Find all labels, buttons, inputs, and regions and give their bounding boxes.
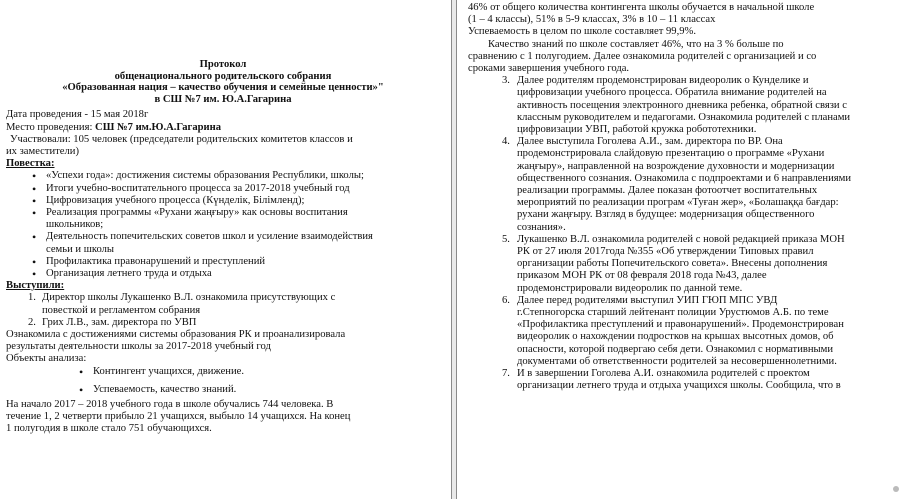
attended-line: Участвовали: 105 человек (председатели родительских комитетов классов и [10, 133, 353, 145]
agenda-item: • Организация летнего труда и отдыха [32, 268, 440, 280]
object-item: • Контингент учащихся, движение. [79, 366, 440, 378]
right-page [458, 0, 911, 499]
date-line: Дата проведения - 15 мая 2018г [6, 109, 149, 121]
numbered-item-3: 3. Далее родителям продемонстрирован видеоролик о Кунделике и цифровизации учебного процесса. Обратила внимание родителей на активность посещения электронного дневника ребенка, обратной связи с классным руководителем и педагогами. Ознакомила родителей с планами цифровизации УВП, работой кружка робототехники. [502, 75, 851, 136]
scroll-indicator[interactable] [893, 486, 899, 492]
right-text-line: сроками завершения учебного года. [468, 63, 630, 75]
right-text-line: сравнению с 1 полугодием. Далее ознакомила родителей с организацией и со [468, 50, 817, 62]
right-text-line: Качество знаний по школе составляет 46%, что на 3 % больше по [488, 38, 784, 50]
closing-paragraph: На начало 2017 – 2018 учебного года в школе обучались 744 человека. В течение 1, 2 четверти прибыло 21 учащихся, выбыло 14 учащихся. На конец 1 полугодия в школе стало 751 обучающихся. [6, 399, 351, 435]
numbered-item-4: 4. Далее выступила Гоголева А.И., зам. директора по ВР. Она продемонстрировала слайдовую презентацию о программе «Рухани жаңғыру», направленной на возрождение духовности и модернизации общественного сознания. Ознакомила с подпроектами и 6 направлениями реализации программы. Далее показан фотоотчет воспитательных мероприятий по реализации програм «Туған жер», «Болашаққа бағдар: рухани жаңғыру. Взгляд в будущее: модернизация общественного сознания». [502, 136, 852, 233]
agenda-item: • Итоги учебно-воспитательного процесса за 2017-2018 учебный год [32, 183, 440, 195]
objects-list [6, 366, 440, 396]
agenda-item: • «Успехи года»: достижения системы образования Республики, школы; [32, 170, 440, 182]
right-text-line: Успеваемость в целом по школе составляет 99,9%. [468, 26, 697, 38]
page-divider [451, 0, 457, 499]
speaker-item-2: 2. Грих Л.В., зам. директора по УВП [28, 316, 197, 328]
speaker-2-text: результаты деятельности школы за 2017-2018 учебный год [6, 341, 271, 353]
agenda-list [6, 170, 440, 280]
agenda-item: • Реализация программы «Рухани жаңғыру» как основы воспитания школьников; [32, 207, 440, 231]
numbered-item-7: 7. И в завершении Гоголева А.И. ознакомила родителей с проектом организации летнего труда и отдыха учащихся школы. Сообщила, что в [502, 368, 841, 392]
left-page [0, 0, 450, 499]
agenda-heading: Повестка: [6, 158, 55, 170]
agenda-item: • Профилактика правонарушений и преступлений [32, 256, 440, 268]
numbered-item-5: 5. Лукашенко В.Л. ознакомила родителей с новой редакцией приказа МОН РК от 27 июля 2017года №355 «Об утверждении Типовых правил организации работы Попечительского совета». Внесены дополнения приказом МОН РК от 08 февраля 2018 года №43, далее продемонстрировали видеоролик по данной теме. [502, 233, 845, 294]
title-block [6, 59, 440, 105]
school-name: в СШ №7 им. Ю.А.Гагарина [154, 93, 292, 105]
numbered-item-6: 6. Далее перед родителями выступил УИП ГЮП МПС УВД г.Степногорска старший лейтенант полиции Урустюмов А.Б. по теме «Профилактика преступлений и правонарушений». Продемонстрирован видеоролик о нахождении подростков на крышах высотных домов, об опасности, которой подвергаю себя дети. Ознакомил с нормативными документами об ответственности родителей за несовершеннолетними. [502, 294, 844, 367]
object-item: • Успеваемость, качество знаний. [79, 384, 440, 396]
right-text-line: 46% от общего количества контингента школы обучается в начальной школе [468, 2, 815, 13]
agenda-item: • Цифровизация учебного процесса (Күнделік, Білімленд); [32, 195, 440, 207]
agenda-item: • Деятельность попечительских советов школ и усиление взаимодействия семьи и школы [32, 231, 440, 255]
document-theme: «Образованная нация – качество обучения и семейные ценности»" [62, 82, 384, 94]
document-subtitle: общенационального родительского собрания [114, 70, 332, 82]
right-text-line: (1 – 4 классы), 51% в 5-9 классах, 3% в 10 – 11 классах [468, 14, 716, 26]
place-line: Место проведения: СШ №7 им.Ю.А.Гагарина [6, 121, 222, 133]
speaker-item-1: 1. Директор школы Лукашенко В.Л. ознакомила присутствующих с повесткой и регламентом собрания [28, 292, 336, 316]
attended-line-2: их заместители) [6, 145, 79, 157]
document-title: Протокол [199, 59, 247, 70]
speakers-heading: Выступили: [6, 280, 65, 292]
speaker-2-text: Ознакомила с достижениями системы образования РК и проанализировала [6, 329, 346, 341]
objects-label: Объекты анализа: [6, 353, 87, 365]
